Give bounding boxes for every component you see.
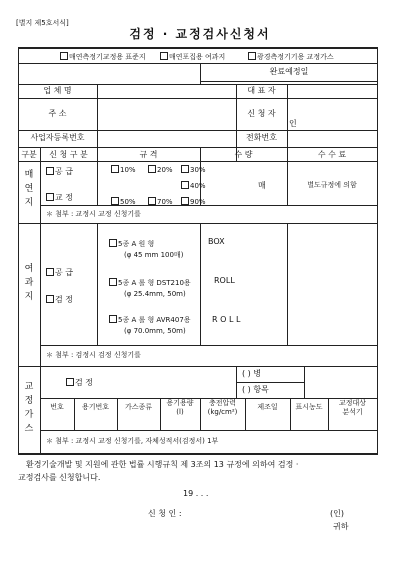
table-border-left [18,47,19,454]
checkbox-icon[interactable] [46,295,54,303]
signature-seal: (인) [330,509,344,518]
checkbox-icon[interactable] [46,268,54,276]
spec-40[interactable]: 40% [181,181,206,190]
filter-unit-3: R O L L [212,315,241,324]
type-option-3[interactable]: 광경측정기기용 교정가스 [248,52,334,61]
std-fee: 별도규정에 의함 [307,181,357,189]
applicant-label: 신 청 자 [247,109,276,118]
filter-inspection-option[interactable]: 검 정 [46,295,73,304]
col-line [245,398,246,430]
filter-item-3[interactable]: 5종 A 롤 형 AVR407용 [109,315,191,324]
statement-line-2: 교정검사를 신청합니다. [18,473,101,482]
gas-items-count: ( ) 항목 [242,385,269,394]
col-line [290,398,291,430]
checkbox-icon[interactable] [181,197,189,205]
phone-label: 전화번호 [246,133,277,142]
completion-date-label: 완료예정일 [269,67,309,76]
spec-70[interactable]: 70% [148,197,173,206]
row-line [40,430,378,431]
spec-50[interactable]: 50% [111,197,136,206]
header-quantity: 수 량 [234,150,253,159]
col-line [287,223,288,345]
gas-col-container-no: 용기번호 [81,403,110,411]
row-line [18,130,378,131]
checkbox-icon[interactable] [111,165,119,173]
gas-col-mfg-date: 제조일 [257,403,278,411]
table-border-top [18,47,378,49]
gas-col-gas-type: 가스종류 [124,403,153,411]
spec-90[interactable]: 90% [181,197,206,206]
standard-paper-label: 매연지 [24,170,34,208]
row-line [18,161,378,162]
col-line [200,223,201,345]
std-calibration-option[interactable]: 교 정 [46,193,73,202]
filter-item-1-size: (φ 45 mm 100매) [124,251,184,259]
gas-col-no: 번호 [50,403,64,411]
std-attachment: ＊ 첨부 : 교정시 교정 신청기를 [46,210,141,218]
representative-label: 대 표 자 [247,86,276,95]
filter-unit-2: ROLL [214,276,235,285]
type-option-1[interactable]: 매연측정기교정용 표준지 [60,52,146,61]
col-line [304,366,305,398]
gas-col-pressure: 충전압력 (kg/cm²) [207,399,238,416]
recipient: 귀하 [333,522,349,531]
col-line [74,398,75,430]
gas-attachment: ＊ 첨부 : 교정시 교정 신청기를, 자체성적서(검정서) 1부 [46,437,219,445]
spec-10[interactable]: 10% [111,165,136,174]
checkbox-icon[interactable] [66,378,74,386]
application-date: 19 . . . [183,489,209,498]
gas-col-concentration: 표시농도 [295,403,323,411]
row-line [236,382,304,383]
row-line [40,345,378,346]
checkbox-icon[interactable] [46,193,54,201]
gas-label: 교정가스 [24,382,34,434]
applicant-signature-label: 신 청 인 : [148,509,182,518]
std-supply-option[interactable]: 공 급 [46,167,73,176]
checkbox-icon[interactable] [148,197,156,205]
col-line [97,223,98,345]
filter-item-1[interactable]: 5종 A 원 형 [109,239,154,248]
filter-label: 여과지 [24,264,34,302]
gas-col-analyzer: 교정대상 분석기 [338,399,367,416]
checkbox-icon[interactable] [60,52,68,60]
gas-inspection-option[interactable]: 검 정 [66,378,93,387]
filter-item-2[interactable]: 5종 A 롤 형 DST210용 [109,278,191,287]
header-application-type: 신 청 구 분 [49,150,88,159]
table-border-bottom [18,453,378,455]
gas-bottles: ( ) 병 [242,369,262,378]
page-title: 검정 · 교정검사신청서 [129,27,271,41]
row-line [18,63,378,64]
checkbox-icon[interactable] [109,239,117,247]
row-line [18,98,378,99]
filter-supply-option[interactable]: 공 급 [46,268,73,277]
header-spec: 규 격 [139,150,158,159]
header-fee: 수 수 료 [317,150,347,159]
checkbox-icon[interactable] [109,278,117,286]
spec-20[interactable]: 20% [148,165,173,174]
row-line [18,366,378,367]
row-line [18,147,378,148]
col-line [236,366,237,398]
spec-30[interactable]: 30% [181,165,206,174]
type-option-2[interactable]: 매연포집용 여과지 [160,52,225,61]
biz-no-label: 사업자등록번호 [30,133,85,142]
checkbox-icon[interactable] [181,181,189,189]
row-line [40,205,378,206]
row-line [18,84,378,85]
filter-attachment: ＊ 첨부 : 검정시 검정 신청기를 [46,351,141,359]
checkbox-icon[interactable] [109,315,117,323]
gas-col-capacity: 용기용량 (l) [166,399,194,416]
row-line [200,81,378,82]
col-line [117,398,118,430]
std-quantity-unit: 매 [258,181,266,190]
row-line [18,223,378,224]
company-label: 업 체 명 [43,86,72,95]
checkbox-icon[interactable] [111,197,119,205]
filter-item-3-size: (φ 70.0mm, 50m) [124,327,186,335]
checkbox-icon[interactable] [248,52,256,60]
checkbox-icon[interactable] [148,165,156,173]
address-label: 주 소 [48,109,67,118]
checkbox-icon[interactable] [160,52,168,60]
checkbox-icon[interactable] [46,167,54,175]
applicant-seal: 인 [289,119,297,128]
filter-item-2-size: (φ 25.4mm, 50m) [124,290,186,298]
statement-line-1: 환경기술개발 및 지원에 관한 법률 시행규칙 제 3조의 13 규정에 의하여 검정 · [26,460,299,469]
header-division: 구분 [21,150,37,159]
checkbox-icon[interactable] [181,165,189,173]
filter-unit-1: BOX [208,237,225,246]
table-border-right [377,47,378,454]
form-number: [별지 제5호서식] [16,19,69,27]
